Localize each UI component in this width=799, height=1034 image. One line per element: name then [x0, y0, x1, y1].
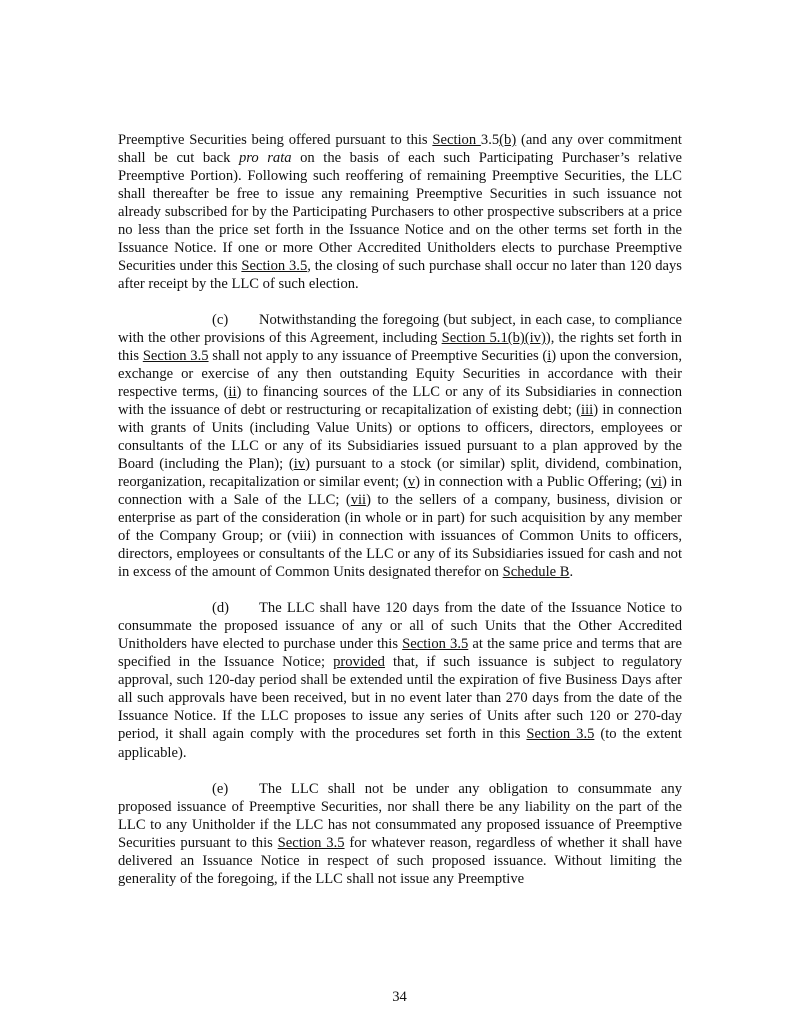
body-text: ) upon the conversion, exchange or exercise of any then outstanding Equity Securities in accordance with their respective terms, ( — [118, 348, 682, 401]
cross-reference: iii — [581, 402, 594, 419]
cross-reference: vi — [650, 474, 662, 491]
body-text: Preemptive Securities being offered pursuant to this — [118, 132, 433, 148]
cross-reference: ii — [228, 384, 237, 401]
page-number: 34 — [392, 989, 407, 1005]
body-text: that, if such issuance is subject to regulatory approval, such 120-day period shall be extended until the expiration of five Business Days after all such approvals have been received, but in no event later than 270 days from the date of the Issuance Notice. If the LLC proposes to issue any series of Units after such 120 or 270-day period, it shall again comply with the procedures set forth in this — [118, 654, 683, 743]
body-text: 3.5 — [480, 132, 500, 148]
paragraph-e — [118, 780, 682, 888]
emphasis-text: pro rata — [238, 150, 292, 167]
body-text: ) pursuant to a stock (or similar) split, dividend, combination, reorganization, recapitalization or similar event; ( — [118, 456, 683, 491]
body-text: on the basis of each such Participating Purchaser’s relative Preemptive Portion). Following such reoffering of remaining Preemptive Securities, the LLC shall thereafter be free to issue any remaining Preemptive Securities in such issuance not already subscribed for by the Participating Purchasers to other prospective subscribers at a price no less than the price set forth in the Issuance Notice and on the other terms set forth in the Issuance Notice. If one or more Other Accredited Unitholders elects to purchase Preemptive Securities under this — [118, 150, 682, 275]
cross-reference: Section 3.5 — [142, 348, 209, 365]
cross-reference: Schedule B — [502, 564, 570, 581]
body-text: . — [569, 564, 574, 581]
cross-reference: i — [547, 348, 552, 365]
body-text: Notwithstanding the foregoing (but subject, in each case, to compliance with the other provisions of this Agreement, including — [118, 312, 682, 347]
body-text: The LLC shall not be under any obligation to consummate any proposed issuance of Preemptive Securities, nor shall there be any liability on the part of the LLC to any Unitholder if the LLC has not consummated any proposed issuance of Preemptive Securities pursuant to this — [118, 780, 682, 851]
body-text: ) in connection with a Sale of the LLC; ( — [118, 474, 682, 509]
body-text: ), the rights set forth in this — [118, 330, 682, 365]
document-body — [118, 131, 682, 906]
paragraph-continued — [118, 131, 682, 293]
body-text: The LLC shall have 120 days from the date of the Issuance Notice to consummate the proposed issuance of any or all of such Units that the Other Accredited Unitholders have elected to purchase under this — [118, 600, 682, 653]
cross-reference: provided — [333, 654, 385, 671]
cross-reference: (b) — [499, 132, 517, 148]
body-text: (and any over commitment shall be cut back — [118, 132, 682, 167]
body-text: (to the extent applicable). — [118, 726, 682, 761]
body-text: shall not apply to any issuance of Preemptive Securities ( — [208, 348, 548, 365]
body-text: for whatever reason, regardless of whether it shall have delivered an Issuance Notice in respect of such proposed issuance. Without limiting the generality of the foregoing, if the LLC shall not issue any Preemptive — [118, 834, 683, 887]
cross-reference: Section 3.5 — [277, 834, 345, 851]
body-text: at the same price and terms that are specified in the Issuance Notice; — [118, 636, 682, 671]
cross-reference: Section 3.5 — [241, 258, 308, 275]
paragraph-c — [118, 311, 682, 581]
body-text: , the closing of such purchase shall occur no later than 120 days after receipt by the LLC of such election. — [118, 258, 682, 293]
cross-reference: Section 5.1(b)(iv) — [441, 330, 546, 347]
body-text: ) to financing sources of the LLC or any of its Subsidiaries in connection with the issuance of debt or restructuring or recapitalization of existing debt; ( — [118, 384, 682, 419]
paragraph-label: (c) — [212, 312, 229, 329]
body-text: ) in connection with grants of Units (including Value Units) or options to officers, directors, employees or consultants of the LLC or any of its Subsidiaries issued pursuant to a plan approved by the Board (including the Plan); ( — [118, 402, 682, 473]
cross-reference: Section 3.5 — [402, 636, 469, 653]
body-text: ) in connection with a Public Offering; ( — [415, 474, 651, 491]
cross-reference: Section — [432, 132, 481, 148]
body-text: ) to the sellers of a company, business, division or enterprise as part of the consideration (in whole or in part) for such acquisition by any member of the Company Group; or (viii) in connection with issuances of Common Units to officers, directors, employees or consultants of the LLC or any of its Subsidiaries issued for cash and not in excess of the amount of Common Units designated therefor on — [118, 492, 682, 581]
paragraph-label: (d) — [212, 600, 230, 617]
paragraph-d — [118, 599, 682, 761]
cross-reference: v — [407, 474, 416, 491]
cross-reference: vii — [350, 492, 367, 509]
cross-reference: iv — [293, 456, 306, 473]
cross-reference: Section 3.5 — [526, 726, 595, 743]
paragraph-label: (e) — [212, 780, 229, 797]
